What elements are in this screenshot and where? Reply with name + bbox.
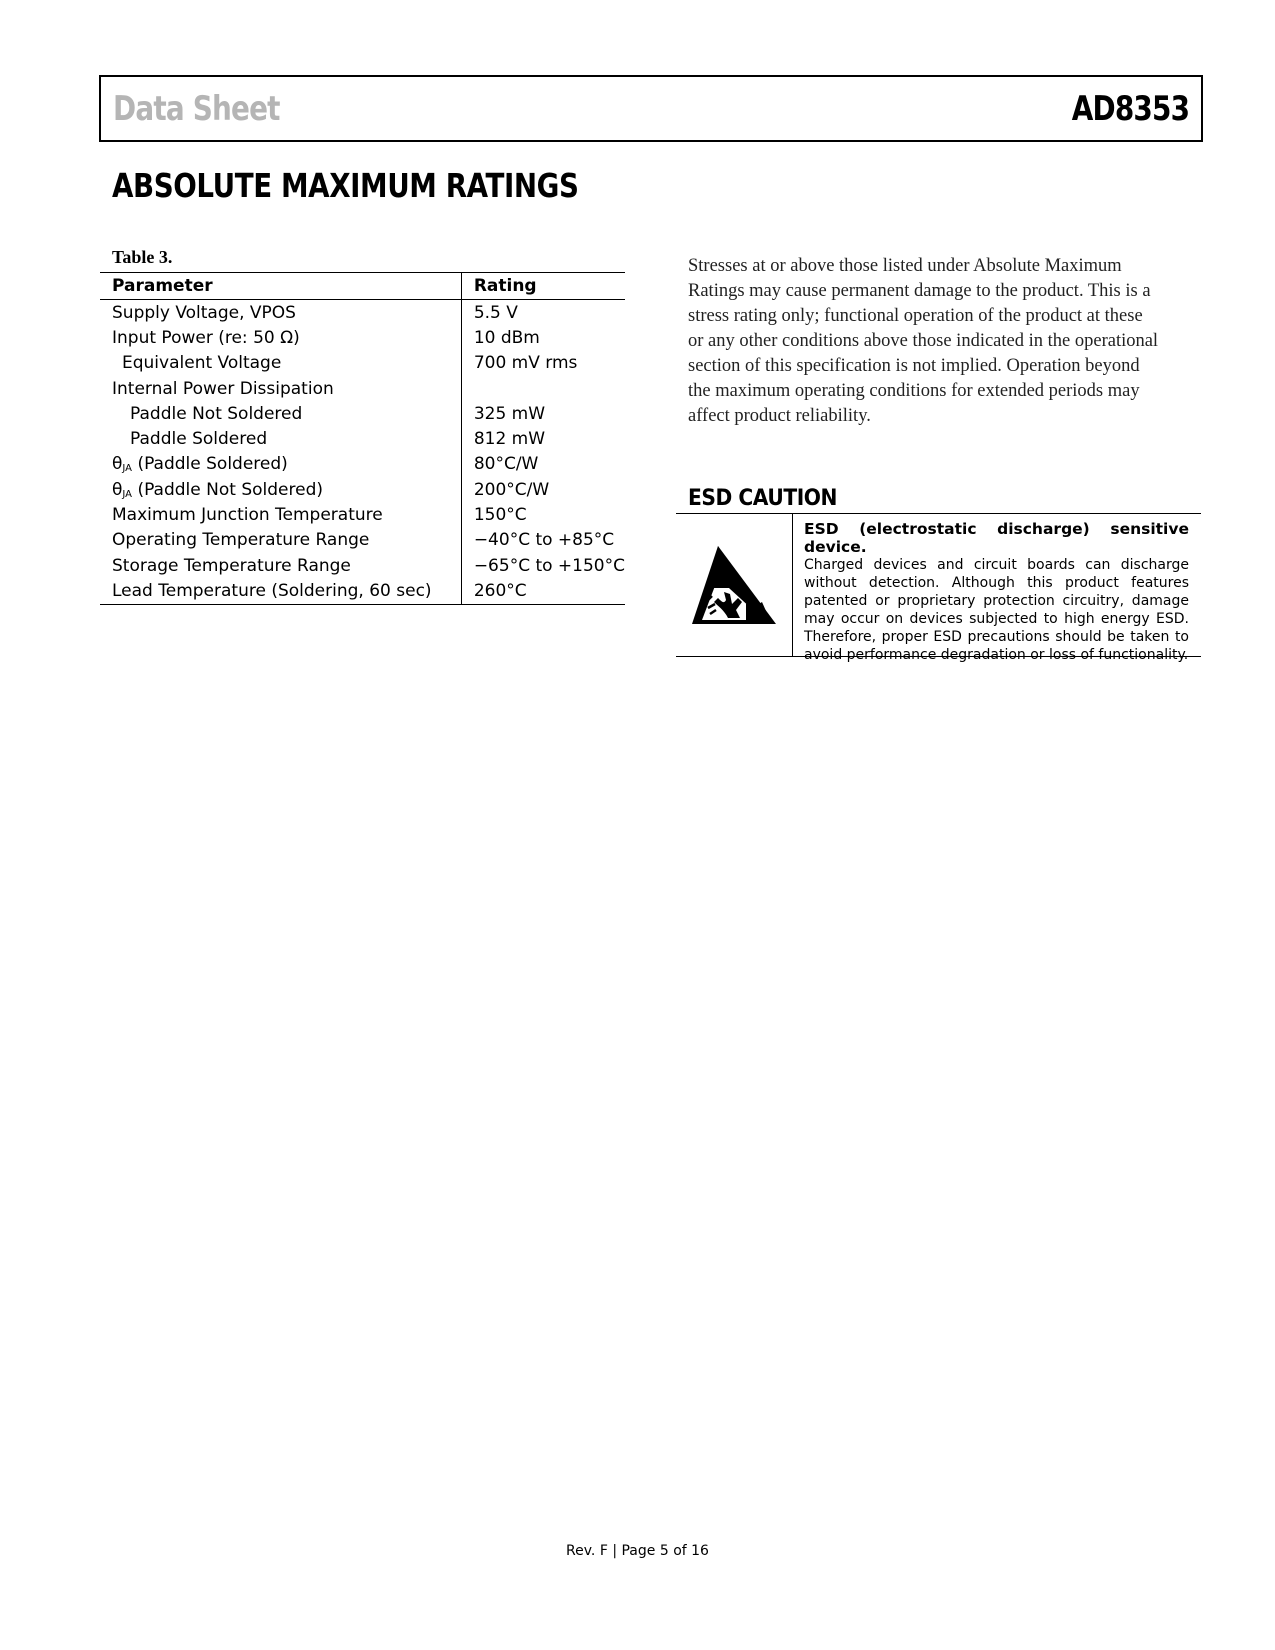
- rating-cell: −40°C to +85°C: [473, 530, 615, 551]
- section-title: ABSOLUTE MAXIMUM RATINGS: [112, 166, 579, 205]
- parameter-cell: Input Power (re: 50 Ω): [100, 325, 461, 350]
- theta-symbol: θ: [112, 454, 123, 475]
- rating-cell: −65°C to +150°C: [473, 555, 625, 576]
- rating-cell: 80°C/W: [473, 454, 539, 475]
- stress-note-line: Ratings may cause permanent damage to the product. This is a: [688, 281, 1151, 301]
- esd-lead-sentence: ESD (electrostatic discharge) sensitive device.: [804, 520, 1189, 556]
- rating-cell: 700 mV rms: [473, 353, 578, 374]
- parameter-cell: Storage Temperature Range: [100, 553, 461, 578]
- esd-caution-box: [676, 513, 1201, 663]
- parameter-cell: Operating Temperature Range: [100, 528, 461, 553]
- parameter-text: (Paddle Soldered): [137, 454, 288, 475]
- stress-note-line: the maximum operating conditions for extended periods may: [688, 381, 1140, 401]
- esd-warning-icon: [688, 544, 780, 626]
- parameter-cell: Paddle Not Soldered: [100, 401, 461, 426]
- parameter-cell: [100, 477, 461, 502]
- column-header-rating: Rating: [461, 273, 625, 300]
- rating-cell: 200°C/W: [473, 479, 550, 500]
- rating-cell: 10 dBm: [473, 327, 540, 348]
- parameter-cell: Lead Temperature (Soldering, 60 sec): [100, 578, 461, 604]
- column-header-parameter: Parameter: [100, 273, 461, 300]
- theta-symbol: θ: [112, 479, 123, 500]
- parameter-cell: Maximum Junction Temperature: [100, 502, 461, 527]
- doc-type-label: Data Sheet: [113, 89, 280, 129]
- table-row: [100, 528, 625, 553]
- table-caption: Table 3.: [112, 247, 173, 267]
- parameter-cell: Internal Power Dissipation: [100, 376, 461, 401]
- table-row: [100, 325, 625, 350]
- esd-caution-heading: ESD CAUTION: [688, 486, 838, 511]
- esd-warning-text: [804, 520, 1189, 664]
- rating-cell: 325 mW: [473, 403, 546, 424]
- page-header: [99, 75, 1203, 142]
- parameter-cell: Supply Voltage, VPOS: [100, 300, 461, 326]
- parameter-cell: Paddle Soldered: [100, 426, 461, 451]
- stress-note-line: section of this specification is not implied. Operation beyond: [688, 356, 1140, 376]
- esd-body-text: Charged devices and circuit boards can discharge without detection. Although this product features patented or proprietary protection circuitry, damage may occur on devices subjected to high energy ESD. Therefore, proper ESD precautions should be taken to avoid performance degradation or loss of functionality.: [804, 557, 1189, 663]
- table-row: [100, 553, 625, 578]
- parameter-text: (Paddle Not Soldered): [137, 479, 323, 500]
- table-row: [100, 351, 625, 376]
- ratings-table: [100, 272, 625, 605]
- table-row: [100, 401, 625, 426]
- table-row: [100, 502, 625, 527]
- table-row: [100, 477, 625, 502]
- rating-cell: 150°C: [473, 505, 527, 526]
- stress-note-line: stress rating only; functional operation of the product at these: [688, 306, 1143, 326]
- stress-note-paragraph: [688, 254, 1193, 429]
- rating-cell: 812 mW: [473, 429, 546, 450]
- page-footer: Rev. F | Page 5 of 16: [566, 1543, 709, 1559]
- esd-divider: [792, 514, 793, 656]
- rating-cell: [461, 376, 625, 401]
- stress-note-line: or any other conditions above those indicated in the operational: [688, 331, 1159, 351]
- rating-cell: 260°C: [461, 578, 625, 604]
- table-row: [100, 452, 625, 477]
- part-number: AD8353: [1071, 89, 1189, 129]
- stress-note-line: affect product reliability.: [688, 406, 871, 426]
- parameter-cell: Equivalent Voltage: [100, 351, 461, 376]
- stress-note-line: Stresses at or above those listed under Absolute Maximum: [688, 256, 1122, 276]
- table-row: [100, 578, 625, 604]
- table-row: [100, 426, 625, 451]
- table-row: [100, 376, 625, 401]
- table-row: [100, 300, 625, 326]
- parameter-cell: [100, 452, 461, 477]
- table-header-row: [100, 273, 625, 300]
- rating-cell: 5.5 V: [473, 302, 518, 323]
- theta-subscript: JA: [122, 463, 133, 475]
- theta-subscript: JA: [122, 488, 133, 500]
